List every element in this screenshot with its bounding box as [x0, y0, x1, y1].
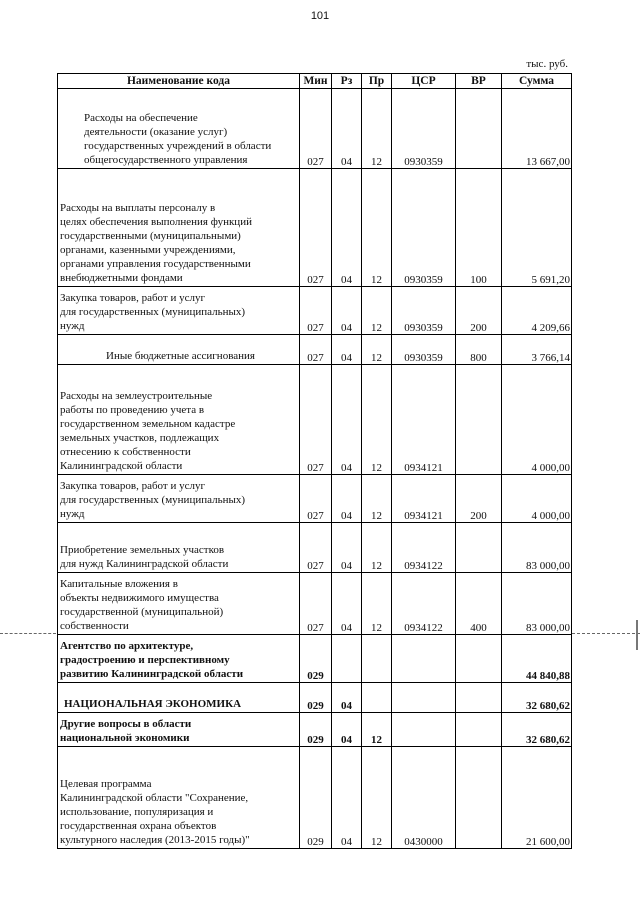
- cell-name: [58, 683, 300, 713]
- cell-sum: 5 691,20: [502, 169, 572, 287]
- cell-min: 029: [300, 635, 332, 683]
- row-name-text: Закупка товаров, работ и услуг для государственных (муниципальных) нужд: [60, 292, 246, 332]
- cell-min: 027: [300, 573, 332, 635]
- cell-csr: 0934122: [392, 523, 456, 573]
- header-vr: ВР: [456, 74, 502, 89]
- row-name-text: Иные бюджетные ассигнования: [106, 350, 255, 362]
- cell-csr: [392, 713, 456, 747]
- cell-name: [58, 89, 300, 169]
- row-name-text: Приобретение земельных участков для нужд Калининградской области: [60, 544, 229, 570]
- cell-pr: 12: [362, 747, 392, 849]
- cell-sum: 13 667,00: [502, 89, 572, 169]
- cell-rz: 04: [332, 747, 362, 849]
- cell-sum: 4 209,66: [502, 287, 572, 335]
- cell-rz: 04: [332, 573, 362, 635]
- cell-rz: [332, 635, 362, 683]
- cell-min: 027: [300, 169, 332, 287]
- budget-table: [57, 73, 572, 849]
- scan-fold-line-right: [572, 633, 640, 634]
- table-row: [58, 365, 572, 475]
- table-header-row: [58, 74, 572, 89]
- cell-pr: 12: [362, 287, 392, 335]
- cell-rz: 04: [332, 169, 362, 287]
- cell-pr: 12: [362, 335, 392, 365]
- cell-sum: 21 600,00: [502, 747, 572, 849]
- cell-vr: [456, 523, 502, 573]
- cell-sum: 83 000,00: [502, 523, 572, 573]
- cell-rz: 04: [332, 287, 362, 335]
- cell-csr: 0930359: [392, 335, 456, 365]
- cell-csr: 0930359: [392, 89, 456, 169]
- cell-rz: 04: [332, 475, 362, 523]
- cell-pr: [362, 683, 392, 713]
- header-name: Наименование кода: [58, 74, 300, 89]
- cell-vr: 200: [456, 287, 502, 335]
- cell-name: [58, 747, 300, 849]
- row-name-text: НАЦИОНАЛЬНАЯ ЭКОНОМИКА: [64, 698, 242, 710]
- cell-rz: 04: [332, 523, 362, 573]
- cell-pr: 12: [362, 169, 392, 287]
- page-number: 101: [310, 10, 330, 22]
- cell-min: 029: [300, 713, 332, 747]
- header-rz: Рз: [332, 74, 362, 89]
- units-label: тыс. руб.: [526, 58, 568, 70]
- cell-name: [58, 713, 300, 747]
- cell-name: [58, 573, 300, 635]
- cell-vr: 200: [456, 475, 502, 523]
- cell-min: 027: [300, 365, 332, 475]
- cell-pr: 12: [362, 89, 392, 169]
- table-row: [58, 89, 572, 169]
- cell-name: [58, 365, 300, 475]
- row-name-text: Другие вопросы в области национальной экономики: [60, 718, 192, 744]
- row-name-text: Расходы на обеспечение деятельности (оказание услуг) государственных учреждений в области общегосударственного управления: [84, 112, 272, 166]
- cell-vr: [456, 747, 502, 849]
- header-sum: Сумма: [502, 74, 572, 89]
- cell-name: [58, 523, 300, 573]
- cell-rz: 04: [332, 713, 362, 747]
- row-name-text: Расходы на землеустроительные работы по проведению учета в государственном земельном кадастре земельных участков, подлежащих отнесению к собственности Калининградской области: [60, 390, 236, 472]
- cell-pr: 12: [362, 573, 392, 635]
- cell-min: 027: [300, 335, 332, 365]
- table-row: [58, 573, 572, 635]
- cell-pr: 12: [362, 365, 392, 475]
- cell-vr: [456, 365, 502, 475]
- cell-csr: 0930359: [392, 287, 456, 335]
- cell-csr: 0930359: [392, 169, 456, 287]
- cell-rz: 04: [332, 89, 362, 169]
- table-row: [58, 713, 572, 747]
- cell-vr: [456, 713, 502, 747]
- cell-min: 027: [300, 287, 332, 335]
- cell-csr: 0430000: [392, 747, 456, 849]
- table-row: [58, 683, 572, 713]
- row-name-text: Целевая программа Калининградской области "Сохранение, использование, популяризация и государственная охрана объектов культурного наследия (2013-2015 годы)": [60, 778, 250, 846]
- cell-csr: 0934121: [392, 365, 456, 475]
- cell-name: [58, 169, 300, 287]
- cell-min: 029: [300, 747, 332, 849]
- row-name-text: Капитальные вложения в объекты недвижимого имущества государственной (муниципальной) собственности: [60, 578, 224, 632]
- cell-pr: [362, 635, 392, 683]
- cell-csr: [392, 635, 456, 683]
- scan-fold-line-left: [0, 633, 56, 634]
- cell-vr: 800: [456, 335, 502, 365]
- cell-csr: [392, 683, 456, 713]
- cell-csr: 0934122: [392, 573, 456, 635]
- header-pr: Пр: [362, 74, 392, 89]
- cell-vr: 100: [456, 169, 502, 287]
- scan-edge-mark: [636, 620, 638, 650]
- table-row: [58, 523, 572, 573]
- row-name-text: Закупка товаров, работ и услуг для государственных (муниципальных) нужд: [60, 480, 246, 520]
- cell-sum: 3 766,14: [502, 335, 572, 365]
- header-min: Мин: [300, 74, 332, 89]
- table-row: [58, 287, 572, 335]
- cell-sum: 4 000,00: [502, 365, 572, 475]
- table-row: [58, 335, 572, 365]
- cell-rz: 04: [332, 335, 362, 365]
- table-row: [58, 635, 572, 683]
- cell-pr: 12: [362, 475, 392, 523]
- table-row: [58, 169, 572, 287]
- cell-rz: 04: [332, 683, 362, 713]
- table-row: [58, 747, 572, 849]
- cell-rz: 04: [332, 365, 362, 475]
- header-csr: ЦСР: [392, 74, 456, 89]
- cell-sum: 44 840,88: [502, 635, 572, 683]
- cell-sum: 32 680,62: [502, 683, 572, 713]
- cell-name: [58, 475, 300, 523]
- table-row: [58, 475, 572, 523]
- cell-min: 027: [300, 89, 332, 169]
- cell-pr: 12: [362, 523, 392, 573]
- row-name-text: Расходы на выплаты персоналу в целях обеспечения выполнения функций государственными (муниципальными) органами, казенными учреждениями, органами управления государственными внебюджетными фондами: [60, 202, 252, 284]
- cell-vr: [456, 635, 502, 683]
- cell-pr: 12: [362, 713, 392, 747]
- cell-vr: [456, 683, 502, 713]
- cell-min: 029: [300, 683, 332, 713]
- cell-sum: 32 680,62: [502, 713, 572, 747]
- cell-csr: 0934121: [392, 475, 456, 523]
- row-name-text: Агентство по архитектуре, градостроению и перспективному развитию Калининградской области: [60, 640, 244, 680]
- cell-name: [58, 335, 300, 365]
- cell-sum: 83 000,00: [502, 573, 572, 635]
- cell-vr: [456, 89, 502, 169]
- cell-name: [58, 287, 300, 335]
- cell-min: 027: [300, 475, 332, 523]
- cell-name: [58, 635, 300, 683]
- cell-vr: 400: [456, 573, 502, 635]
- cell-sum: 4 000,00: [502, 475, 572, 523]
- cell-min: 027: [300, 523, 332, 573]
